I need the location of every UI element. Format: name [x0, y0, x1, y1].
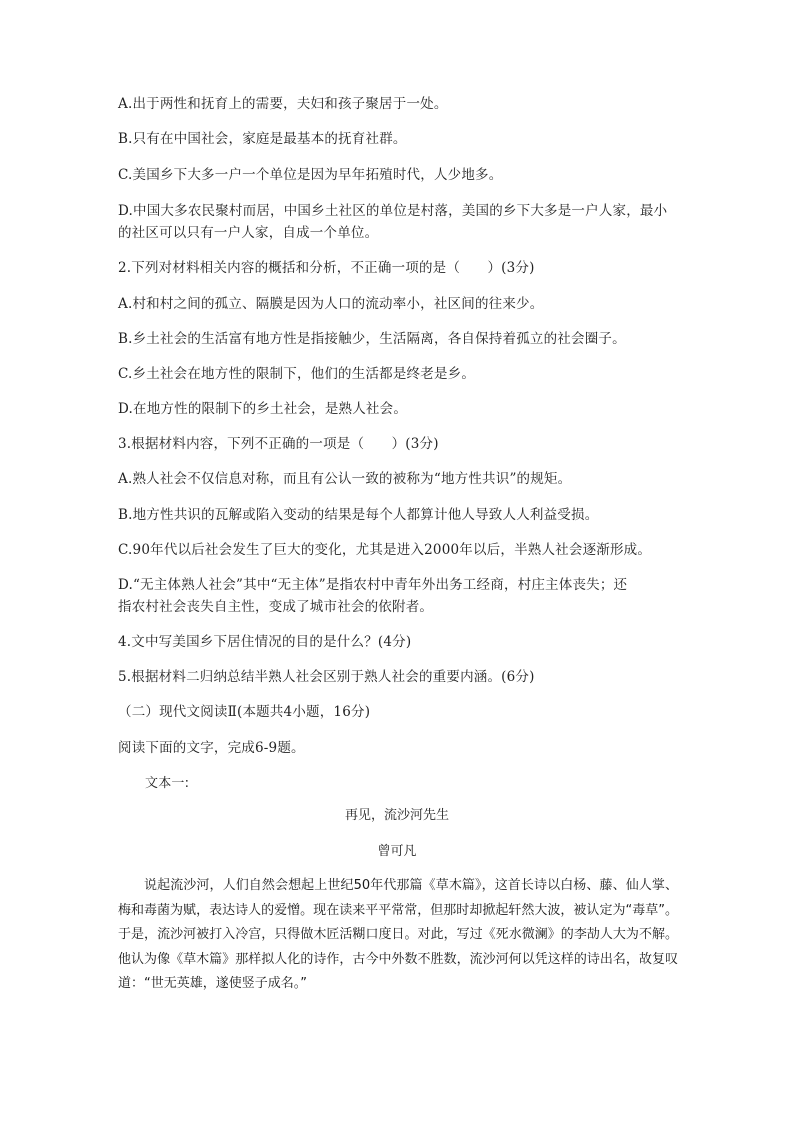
q1-option-b: B.只有在中国社会，家庭是最基本的抚育社群。: [118, 131, 407, 147]
essay-author: 曾可凡: [377, 844, 417, 859]
section2-heading: （二）现代文阅读Ⅱ(本题共4小题，16分): [118, 704, 371, 720]
q3-option-b: B.地方性共识的瓦解或陷入变动的结果是每个人都算计他人导致人人利益受损。: [118, 507, 599, 523]
q2-stem: 2.下列对材料相关内容的概括和分析，不正确一项的是（ ）(3分): [118, 260, 535, 276]
q1-option-c: C.美国乡下大多一户一个单位是因为早年拓殖时代，人少地多。: [118, 167, 503, 183]
q3-option-d-line2: 指农村社会丧失自主性，变成了城市社会的依附者。: [118, 599, 434, 615]
q3-option-c: C.90年代以后社会发生了巨大的变化，尤其是进入2000年以后，半熟人社会逐渐形成。: [118, 542, 652, 558]
q3-stem: 3.根据材料内容，下列不正确的一项是（ ）(3分): [118, 436, 439, 452]
essay-paragraph: 说起流沙河，人们自然会想起上世纪50年代那篇《草木篇》，这首长诗以白杨、藤、仙人掌、梅和毒菌为赋，表达诗人的爱憎。现在读来平平常常，但那时却掀起轩然大波，被认定为“毒草”。于是，流沙河被打入冷宫，只得做木匠活糊口度日。对此，写过《死水微澜》的李劼人大为不解。他认为像《草木篇》那样拟人化的诗作，古今中外数不胜数，流沙河何以凭这样的诗出名，故复叹道：“世无英雄，遂使竖子成名。”: [118, 878, 678, 991]
essay-title: 再见，流沙河先生: [344, 808, 449, 823]
text-one-label: 文本一:: [145, 776, 190, 791]
q1-option-d-line1: D.中国大多农民聚村而居，中国乡土社区的单位是村落，美国的乡下大多是一户人家，最小: [118, 203, 668, 219]
q4-stem: 4.文中写美国乡下居住情况的目的是什么？(4分): [118, 634, 412, 650]
q2-option-d: D.在地方性的限制下的乡土社会，是熟人社会。: [118, 401, 408, 417]
q2-option-b: B.乡土社会的生活富有地方性是指接触少，生活隔离，各自保持着孤立的社会圈子。: [118, 331, 626, 347]
q5-stem: 5.根据材料二归纳总结半熟人社会区别于熟人社会的重要内涵。(6分): [118, 669, 535, 685]
q3-option-a: A.熟人社会不仅信息对称，而且有公认一致的被称为“地方性共识”的规矩。: [118, 471, 572, 487]
section2-instruction: 阅读下面的文字，完成6-9题。: [118, 740, 305, 756]
q1-option-a: A.出于两性和抚育上的需要，夫妇和孩子聚居于一处。: [118, 96, 448, 112]
q2-option-c: C.乡土社会在地方性的限制下，他们的生活都是终老是乡。: [118, 366, 476, 382]
q2-option-a: A.村和村之间的孤立、隔膜是因为人口的流动率小，社区间的往来少。: [118, 296, 544, 312]
q3-option-d-line1: D.“无主体熟人社会”其中“无主体”是指农村中青年外出务工经商，村庄主体丧失；还: [118, 577, 628, 593]
q1-option-d-line2: 的社区可以只有一户人家，自成一个单位。: [118, 225, 379, 241]
